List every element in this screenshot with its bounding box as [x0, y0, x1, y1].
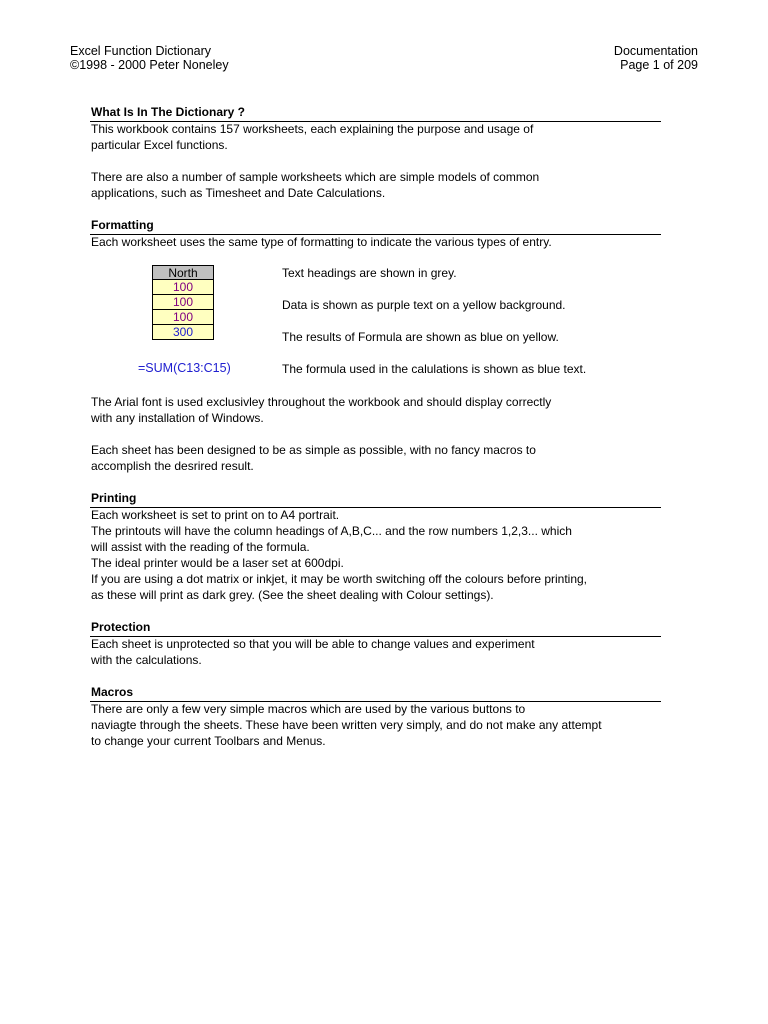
body-line: to change your current Toolbars and Menus. — [91, 734, 326, 748]
body-line: There are only a few very simple macros which are used by the various buttons to — [91, 702, 526, 716]
body-line: There are also a number of sample worksheets which are simple models of common — [91, 170, 540, 184]
desc-headings: Text headings are shown in grey. — [282, 266, 457, 280]
body-line: with any installation of Windows. — [91, 411, 264, 425]
body-line: as these will print as dark grey. (See the sheet dealing with Colour settings). — [91, 588, 494, 602]
body-line: Each worksheet uses the same type of formatting to indicate the various types of entry. — [91, 235, 552, 249]
section-title-protection: Protection — [91, 620, 151, 634]
example-data-cell: 100 — [152, 280, 214, 295]
body-line: applications, such as Timesheet and Date Calculations. — [91, 186, 386, 200]
section-title-formatting: Formatting — [91, 218, 154, 232]
body-line: naviagte through the sheets. These have been written very simply, and do not make any attempt — [91, 718, 602, 732]
desc-formula: The formula used in the calulations is shown as blue text. — [282, 362, 587, 376]
body-line: Each worksheet is set to print on to A4 portrait. — [91, 508, 340, 522]
example-data-cell: 100 — [152, 295, 214, 310]
body-line: will assist with the reading of the formula. — [91, 540, 310, 554]
body-line: The Arial font is used exclusivley throughout the workbook and should display correctly — [91, 395, 552, 409]
body-line: particular Excel functions. — [91, 138, 228, 152]
body-line: Each sheet has been designed to be as simple as possible, with no fancy macros to — [91, 443, 536, 457]
desc-results: The results of Formula are shown as blue on yellow. — [282, 330, 559, 344]
body-line: Each sheet is unprotected so that you will be able to change values and experiment — [91, 637, 535, 651]
desc-data: Data is shown as purple text on a yellow background. — [282, 298, 566, 312]
formatting-example-table — [152, 265, 214, 340]
example-heading-cell: North — [152, 265, 214, 280]
section-title-macros: Macros — [91, 685, 134, 699]
example-result-cell: 300 — [152, 325, 214, 340]
page-number: Page 1 of 209 — [620, 58, 698, 72]
example-formula: =SUM(C13:C15) — [138, 361, 231, 375]
body-line: The printouts will have the column headings of A,B,C... and the row numbers 1,2,3... which — [91, 524, 572, 538]
body-line: This workbook contains 157 worksheets, each explaining the purpose and usage of — [91, 122, 534, 136]
section-title-printing: Printing — [91, 491, 137, 505]
doc-header-title: Excel Function Dictionary — [70, 44, 212, 58]
body-line: accomplish the desrired result. — [91, 459, 254, 473]
body-line: If you are using a dot matrix or inkjet, it may be worth switching off the colours before printing, — [91, 572, 588, 586]
body-line: The ideal printer would be a laser set at 600dpi. — [91, 556, 344, 570]
doc-header-copyright: ©1998 - 2000 Peter Noneley — [70, 58, 229, 72]
body-line: with the calculations. — [91, 653, 202, 667]
section-title-dictionary: What Is In The Dictionary ? — [91, 105, 246, 119]
example-data-cell: 100 — [152, 310, 214, 325]
doc-header-label: Documentation — [613, 44, 698, 58]
